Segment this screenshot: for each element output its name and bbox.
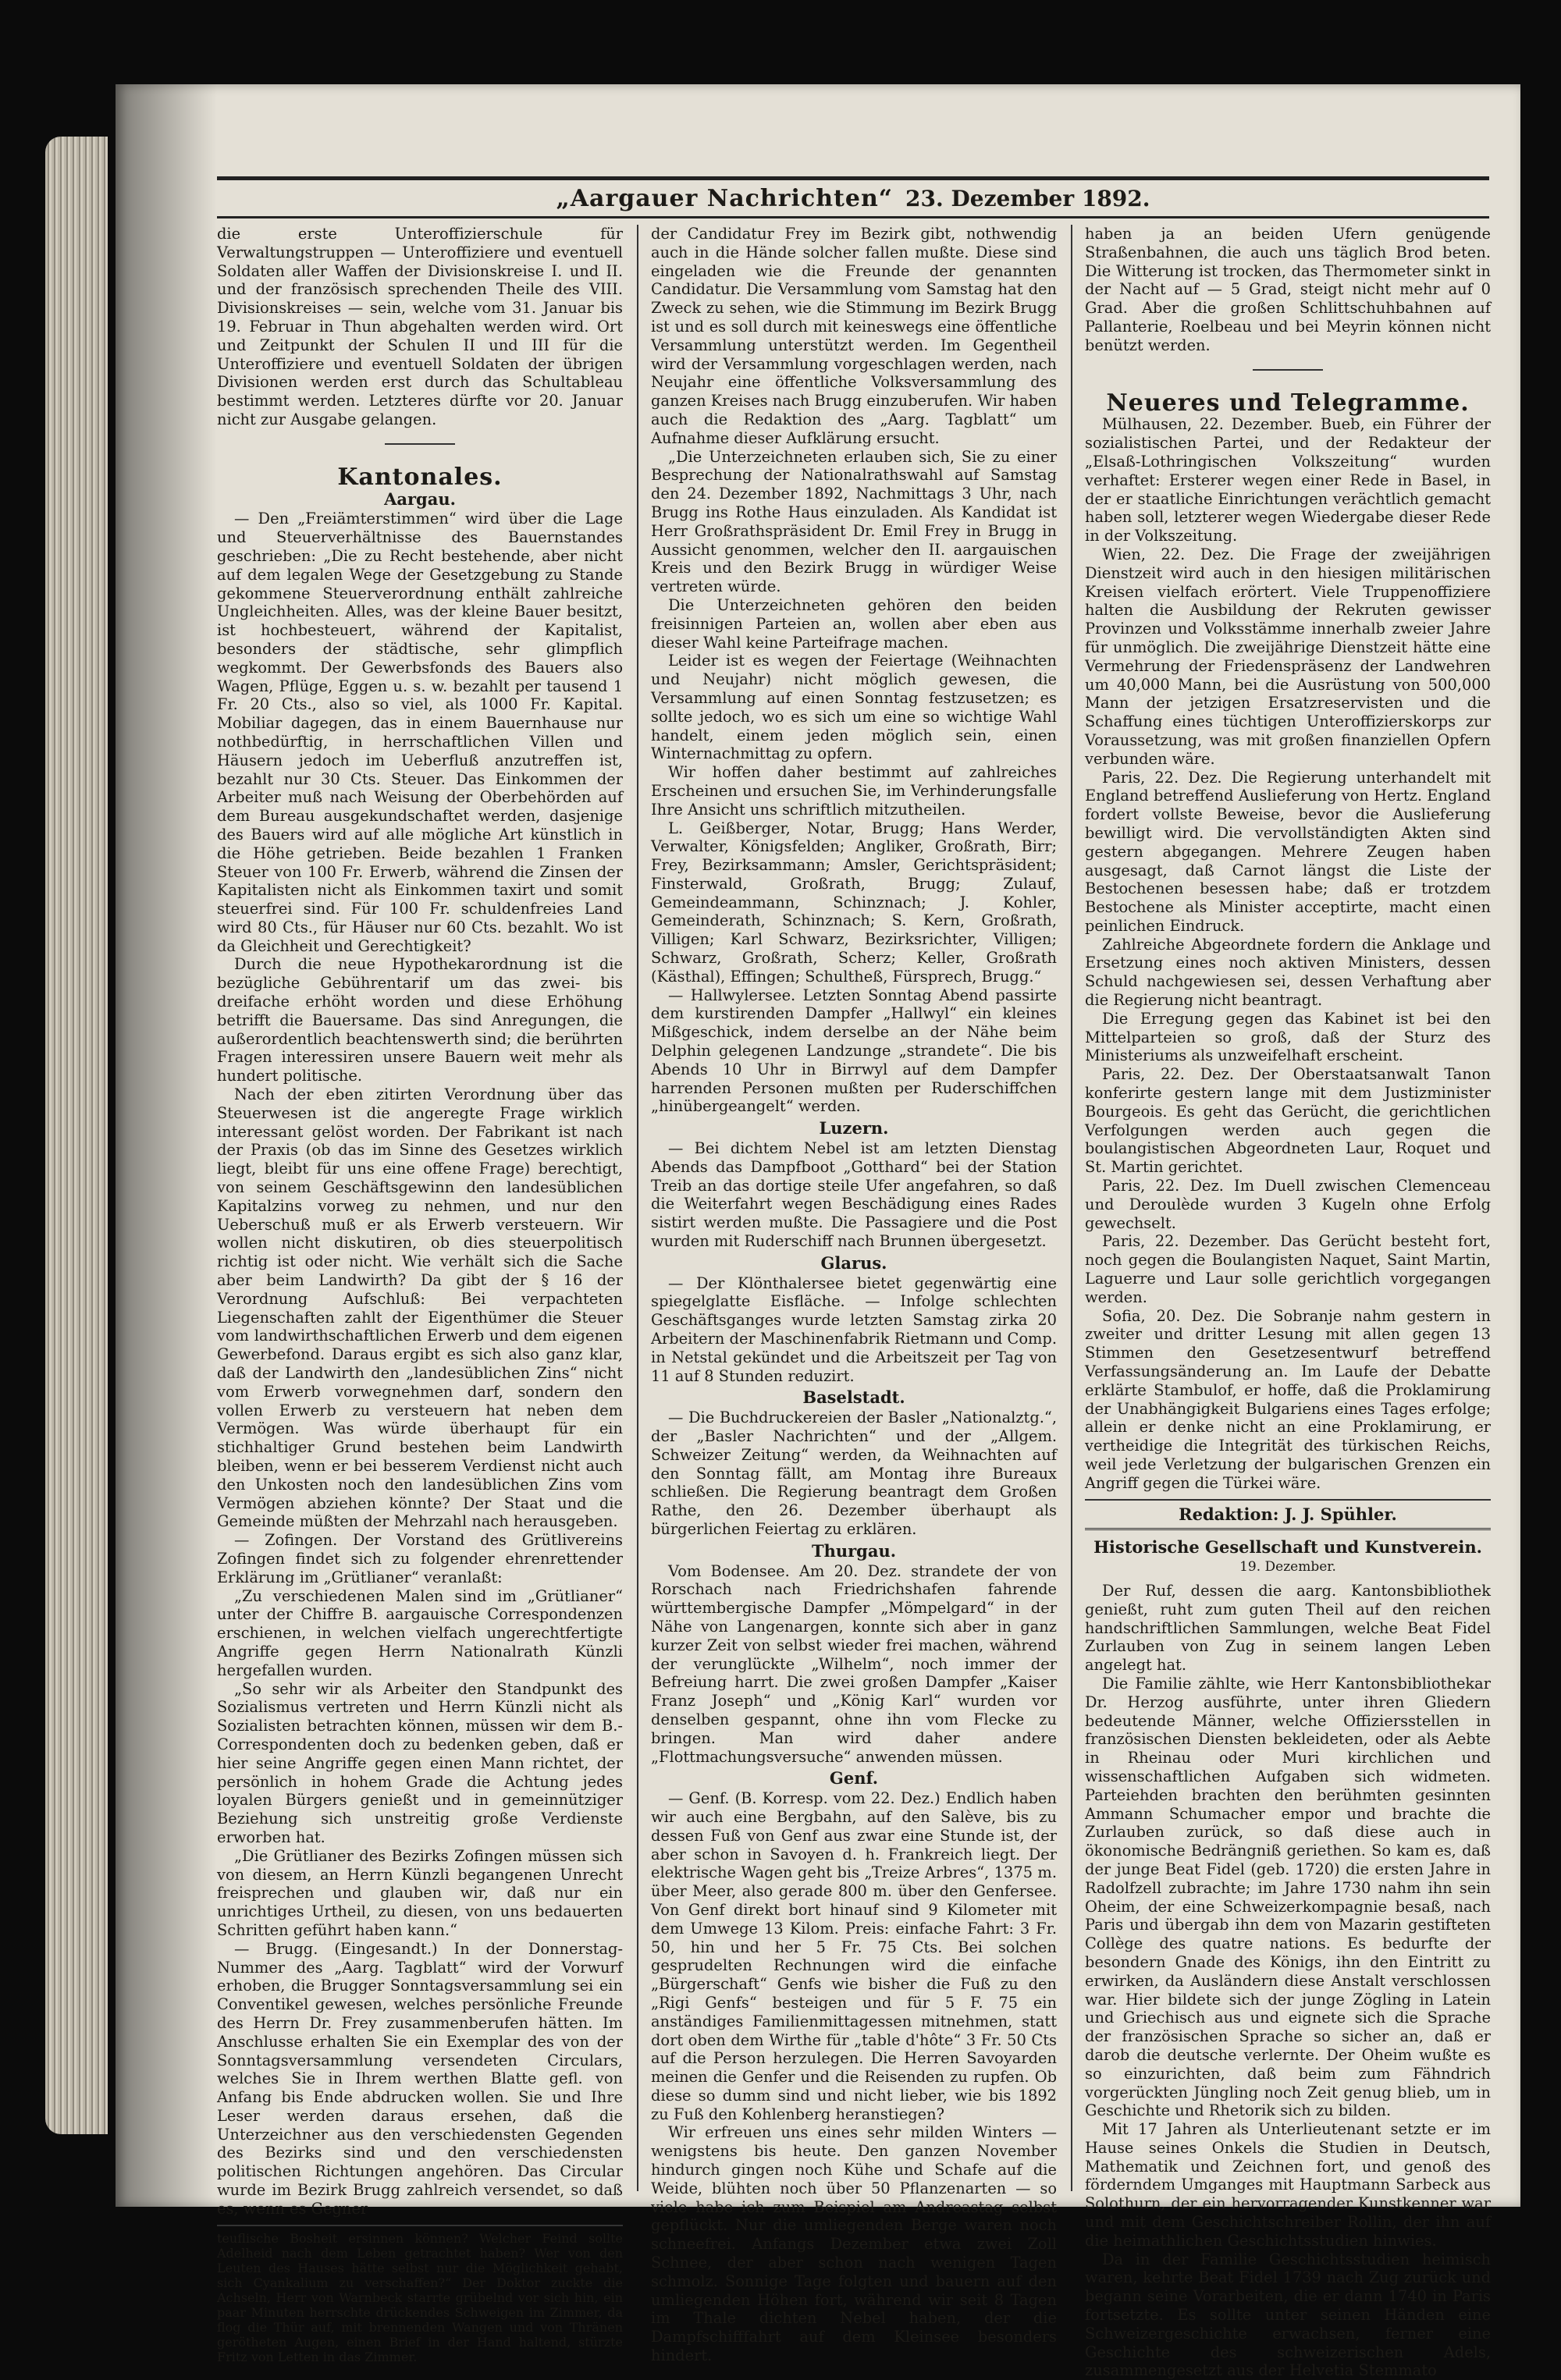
column-1 bbox=[217, 225, 623, 2364]
subheading-luzern: Luzern. bbox=[819, 1118, 889, 1138]
paragraph: — Zofingen. Der Vorstand des Grütlivereins Zofingen findet sich zu folgender ehrenrettender Erklärung im „Grütlianer“ veranlaßt: bbox=[217, 1531, 623, 1586]
paragraph: der Candidatur Frey im Bezirk gibt, nothwendig auch in die Hände solcher fallen mußte. Diese sind eingeladen wie die Freunde der genannten Candidatur. Die Versammlung vom Samstag hat den Zweck zu sehen, wie die Stimmung im Bezirk Brugg ist und es soll durch mit keineswegs eine öffentliche Versammlung unterstützt werden. Im Gegentheil wird der Versammlung vorgeschlagen werden, nach Neujahr eine öffentliche Volksversammlung des ganzen Kreises nach Brugg einzuberufen. Wir haben auch die Redaktion des „Aarg. Tagblatt“ um Aufnahme dieser Aufklärung ersucht. bbox=[651, 225, 1057, 447]
section-heading-kantonales: Kantonales. bbox=[337, 463, 503, 491]
paragraph: Paris, 22. Dez. Im Duell zwischen Clemenceau und Deroulède wurden 3 Kugeln ohne Erfolg gewechselt. bbox=[1085, 1177, 1491, 1232]
divider bbox=[1253, 369, 1323, 371]
paragraph: die erste Unteroffizierschule für Verwaltungstruppen — Unteroffiziere und eventuell Soldaten aller Waffen der Divisionskreise I. und II. und der französisch sprechenden Theile des VIII. Divisionskreises — sein, welche vom 31. Januar bis 19. Februar in Thun abgehalten werden wird. Ort und Zeitpunkt der Schulen II und III für die Unteroffiziere und eventuell Soldaten der übrigen Divisionen werden erst durch das Schultableau bestimmt werden. Letzteres dürfte vor 20. Januar nicht zur Ausgabe gelangen. bbox=[217, 225, 623, 428]
meeting-date: 19. Dezember. bbox=[1239, 1559, 1336, 1575]
columns bbox=[217, 225, 1491, 2380]
paragraph: — Brugg. (Eingesandt.) In der Donnerstag-Nummer des „Aarg. Tagblatt“ wird der Vorwurf erhoben, die Brugger Sonntagsversammlung sei ein Conventikel gewesen, welches persönliche Freunde des Herrn Dr. Frey zusammenberufen hätten. Im Anschlusse erhalten Sie ein Exemplar des von der Sonntagsversammlung versendeten Circulars, welches Sie in Ihrem werthen Blatte gefl. von Anfang bis Ende abdrucken wollen. Sie und Ihre Leser werden daraus ersehen, daß die Unterzeichner aus den verschiedensten Gegenden des Bezirks sind und den verschiedensten politischen Richtungen angehören. Das Circular wurde im Bezirk Brugg zahlreich versendet, so daß es, wenn es Gegner bbox=[217, 1939, 623, 2218]
paragraph: Wir erfreuen uns eines sehr milden Winters — wenigstens bis heute. Den ganzen November hindurch gingen noch Kühe und Schafe auf die Weide, blühten noch über 50 Pflanzenarten — so viele habe ich zum Beispiel am Andreastag selbst gepflückt. Nur die umliegenden Berge waren noch schneefrei. Anfangs Dezember etwa zwei Zoll Schnee, der aber schon nach wenigen Tagen schmolz. Sonnige Tage folgten und bauern auf den umliegenden Höhen fort, während wir seit 8 Tagen im Thale dichten Nebel haben, der die Dampfschifffahrt auf dem Kleinsee besonders hindert. bbox=[651, 2123, 1057, 2365]
subheading-baselstadt: Baselstadt. bbox=[802, 1387, 905, 1408]
newspaper-title: „Aargauer Nachrichten“ bbox=[556, 184, 894, 212]
page-header bbox=[217, 176, 1489, 218]
paragraph: Die Erregung gegen das Kabinet ist bei den Mittelparteien so groß, daß der Sturz des Ministeriums als unzweifelhaft erscheint. bbox=[1085, 1009, 1491, 1065]
paragraph: Die Familie zählte, wie Herr Kantonsbibliothekar Dr. Herzog ausführte, unter ihren Gliedern bedeutende Männer, welche Offiziersstellen in französischen Diensten bekleideten, oder als Aebte in Rheinau oder Muri kirchlichen und wissenschaftlichen Aufgaben sich widmeten. Parteiehden brachten den berühmten gesinnten Ammann Schumacher empor und brachte die Zurlauben zurück, so daß diese auch in ökonomische Bedrängniß geriethen. So kam es, daß der junge Beat Fidel (geb. 1720) die ersten Jahre in Radolfzell zubrachte; im Jahre 1730 nahm ihn sein Oheim, der eine Schweizerkompagnie besaß, nach Paris und übergab ihn dem von Mazarin gestifteten Collège des quatre nations. Es bedurfte der besondern Gnade des Königs, ihn den Eintritt zu erwirken, da Ausländern diese Anstalt verschlossen war. Hier bildete sich der junge Zögling in Latein und Griechisch aus und eignete sich die Sprache der französischen Sprache so sicher an, daß er darob die deutsche verlernte. Der Oheim wußte es so einzurichten, daß beim zum Fähndrich vorgerückten Jüngling noch Zeit genug blieb, um in Geschichte und Rhetorik sich zu bilden. bbox=[1085, 1674, 1491, 2120]
newspaper-page bbox=[116, 84, 1520, 2380]
paragraph: „So sehr wir als Arbeiter den Standpunkt des Sozialismus vertreten und Herrn Künzli nicht als Sozialisten betrachten können, müssen wir dem B.-Correspondenten doch zu bedenken geben, daß er hier seine Angriffe gegen einen Mann richtet, der persönlich in hohem Grade die Achtung jedes loyalen Bürgers genießt und in gemeinnütziger Beziehung sich unstreitig große Verdienste erworben hat. bbox=[217, 1679, 623, 1846]
paragraph: Sofia, 20. Dez. Die Sobranje nahm gestern in zweiter und dritter Lesung mit allen gegen 13 Stimmen den Gesetzesentwurf betreffend Verfassungsänderung an. Im Laufe der Debatte erklärte Stambulof, er hoffe, daß die Proklamirung der Unabhängigkeit Bulgariens eines Tages erfolge; allein er denke nicht an eine Proklamirung, er vertheidige die Integrität des türkischen Reichs, weil jede Verletzung der bulgarischen Grenzen ein Angriff gegen die Türkei wäre. bbox=[1085, 1306, 1491, 1492]
paragraph: — Hallwylersee. Letzten Sonntag Abend passirte dem kurstirenden Dampfer „Hallwyl“ ein kleines Mißgeschick, indem derselbe an der Nähe beim Delphin gelegenen Landzunge „strandete“. Die bis Abends 10 Uhr in Birrwyl auf dem Dampfer harrenden Personen mußten per Ruderschiffchen „hinübergeangelt“ werden. bbox=[651, 986, 1057, 1116]
column-divider bbox=[1071, 225, 1072, 2191]
column-divider bbox=[637, 225, 638, 2191]
paragraph: Der Ruf, dessen die aarg. Kantonsbibliothek genießt, ruht zum guten Theil auf den reichen handschriftlichen Sammlungen, welche Beat Fidel Zurlauben von Zug in seinem langen Leben angelegt hat. bbox=[1085, 1581, 1491, 1675]
paragraph: Da in der Familie Geschichtsstudien heimisch waren, kehrte Beat Fidel 1739 nach Zug zurück und begann seine Vorarbeiten, die er dann 1740 in Paris fortsetzte. Es sollte unter seinen Händen eine Schweizergeschichte erwachsen, ferner eine Geschichte des schweizerischen Adels, zusammengesetzt aus der Helvetia Stemmato bbox=[1085, 2250, 1491, 2380]
paragraph: — Die Buchdruckereien der Basler „Nationalztg.“, der „Basler Nachrichten“ und der „Allgem. Schweizer Zeitung“ werden, da Weihnachten auf den Sonntag fällt, am Montag ihre Bureaux schließen. Die Regierung beantragt dem Großen Rathe, den 26. Dezember überhaupt als bürgerlichen Feiertag zu erklären. bbox=[651, 1408, 1057, 1538]
paragraph: Durch die neue Hypothekarordnung ist die bezügliche Gebührentarif um das zwei- bis dreifache erhöht worden und diese Erhöhung betrifft die Bauersame. Das sind Anregungen, die außerordentlich beachtenswerth sind; die berührten Fragen interessiren unsere Bauern weit mehr als hundert politische. bbox=[217, 955, 623, 1085]
column-2 bbox=[651, 225, 1057, 2365]
paragraph: L. Geißberger, Notar, Brugg; Hans Werder, Verwalter, Königsfelden; Angliker, Großrath, Birr; Frey, Bezirksammann; Amsler, Gerichtspräsident; Finsterwald, Großrath, Brugg; Zulauf, Gemeindeammann, Schinznach; J. Kohler, Gemeinderath, Schinznach; S. Kern, Großrath, Villigen; Karl Schwarz, Bezirksrichter, Villigen; Schwarz, Großrath, Scherz; Keller, Großrath (Kästhal), Effingen; Schultheß, Fürsprech, Brugg.“ bbox=[651, 819, 1057, 986]
paragraph: — Den „Freiämterstimmen“ wird über die Lage und Steuerverhältnisse des Bauernstandes geschrieben: „Die zu Recht bestehende, aber nicht auf dem legalen Wege der Gesetzgebung zu Stande gekommene Steuerverordnung enthält zahlreiche Ungleichheiten. Alles, was der kleine Bauer besitzt, ist hochbesteuert, während der Kapitalist, besonders der städtische, sehr glimpflich wegkommt. Der Gewerbsfonds des Bauers also Wagen, Pflüge, Eggen u. s. w. bezahlt per tausend 1 Fr. 20 Cts., also so viel, als 1000 Fr. Kapital. Mobiliar dagegen, das in einem Bauernhause nur nothbedürftig, in herrschaftlichen Villen und Häusern jedoch im Ueberfluß anzutreffen ist, bezahlt nur 30 Cts. Steuer. Das Einkommen der Arbeiter muß nach Weisung der Oberbehörden auf dem Bureau ausgekundschaftet werden, dasjenige des Bauers wird auf alle mögliche Art künstlich in die Höhe getrieben. Beide bezahlen 1 Franken Steuer von 100 Fr. Erwerb, während die Zinsen der Kapitalisten nicht als Einkommen taxirt und somit steuerfrei sind. Für 100 Fr. schuldenfreies Land wird 80 Cts., für Häuser nur 60 Cts. bezahlt. Wo ist da Gleichheit und Gerechtigkeit? bbox=[217, 510, 623, 955]
paragraph: Leider ist es wegen der Feiertage (Weihnachten und Neujahr) nicht möglich gewesen, die Versammlung auf einen Sonntag festzusetzen; es sollte jedoch, wo es sich um eine so wichtige Wahl handelt, einem jeden möglich sein, einen Winternachmittag zu opfern. bbox=[651, 652, 1057, 763]
column-3 bbox=[1085, 225, 1491, 2380]
paragraph: Vom Bodensee. Am 20. Dez. strandete der von Rorschach nach Friedrichshafen fahrende württembergische Dampfer „Mömpelgard“ in der Nähe von Langenargen, konnte sich aber in ganz kurzer Zeit von selbst wieder frei machen, während der verunglückte „Wilhelm“, noch immer der Befreiung harrt. Die zwei großen Dampfer „Kaiser Franz Joseph“ und „König Karl“ wurden vor denselben gespannt, ohne ihn vom Flecke zu bringen. Man wird daher andere „Flottmachungsversuche“ anwenden müssen. bbox=[651, 1561, 1057, 1766]
paragraph: haben ja an beiden Ufern genügende Straßenbahnen, die auch uns täglich Brod beten. Die Witterung ist trocken, das Thermometer sinkt in der Nacht auf — 5 Grad, steigt nicht mehr auf 0 Grad. Aber die großen Schlittschuhbahnen auf Pallanterie, Roelbeau und bei Meyrin können nicht benützt werden. bbox=[1085, 225, 1491, 354]
editor-signature: Redaktion: J. J. Spühler. bbox=[1085, 1499, 1491, 1531]
paragraph: Die Unterzeichneten gehören den beiden freisinnigen Parteien an, wollen aber eben aus dieser Wahl keine Parteifrage machen. bbox=[651, 595, 1057, 652]
subheading-genf: Genf. bbox=[829, 1768, 879, 1789]
paragraph: „Die Grütlianer des Bezirks Zofingen müssen sich von diesem, an Herrn Künzli begangenen Unrecht freisprechen und glauben wir, daß nur ein unrichtiges Urtheil, zu diesen, von uns bedauerten Schritten geführt haben kann.“ bbox=[217, 1846, 623, 1939]
subheading-glarus: Glarus. bbox=[820, 1252, 887, 1273]
subheading-aargau: Aargau. bbox=[384, 488, 456, 509]
paragraph: — Bei dichtem Nebel ist am letzten Dienstag Abends das Dampfboot „Gotthard“ bei der Station Treib an das dortige steile Ufer angefahren, so daß die Weiterfahrt wegen Beschädigung eines Rades sistirt werden mußte. Die Passagiere und die Post wurden mit Ruderschiff nach Brunnen übergesetzt. bbox=[651, 1139, 1057, 1251]
paragraph: Nach der eben zitirten Verordnung über das Steuerwesen ist die angeregte Frage wirklich interessant gelöst worden. Der Fabrikant ist nach der Praxis (ob das im Sinne des Gesetzes wirklich liegt, bleibt für uns eine offene Frage) berechtigt, von seinem Geschäftsgewinn den landesüblichen Kapitalzins vorweg zu nehmen, und nur den Ueberschuß muß er als Erwerb versteuern. Wir wollen nicht diskutiren, ob dies steuerpolitisch richtig ist oder nicht. Wie verhält sich die Sache aber beim Landwirth? Da gibt der § 16 der Verordnung Aufschluß: Bei verpachteten Liegenschaften zahlt der Eigenthümer die Steuer vom landwirthschaftlichen Erwerb und dem eigenen Gewerbefond. Daraus ergibt es sich also ganz klar, daß der Landwirth den „landesüblichen Zins“ nicht vom Erwerb vorwegnehmen darf, sondern den vollen Erwerb zu versteuern hat neben dem Vermögen. Was würde überhaupt für ein stichhaltiger Grund bestehen beim Landwirth bleiben, wenn er bei besserem Verdienst nicht auch den Unkosten noch den landesüblichen Zins vom Vermögen abziehen könnte? Der Staat und die Gemeinde müßten der Mehrzahl nach herausgeben. bbox=[217, 1085, 623, 1531]
divider bbox=[385, 443, 455, 445]
paragraph: Wir hoffen daher bestimmt auf zahlreiches Erscheinen und ersuchen Sie, im Verhinderungsfalle Ihre Ansicht uns schriftlich mitzutheilen. bbox=[651, 763, 1057, 819]
paragraph: Wien, 22. Dez. Die Frage der zweijährigen Dienstzeit wird auch in den hiesigen militärischen Kreisen vielfach erörtert. Viele Truppenoffiziere halten die Ausbildung der Rekruten gewisser Provinzen und Volksstämme innerhalb zweier Jahre für unmöglich. Die zweijährige Dienstzeit hätte eine Vermehrung der Friedenspräsenz der Landwehren um 40,000 Mann, bei die Ausrüstung von 500,000 Mann der jetzigen Ersatzreservisten und die Schaffung eines tüchtigen Unteroffizierskorps zur Voraussetzung, was mit großen finanziellen Opfern verbunden wäre. bbox=[1085, 545, 1491, 768]
paragraph: Mülhausen, 22. Dezember. Bueb, ein Führer der sozialistischen Partei, und der Redakteur der „Elsaß-Lothringischen Volkszeitung“ wurden verhaftet: Ersterer wegen einer Rede in Basel, in der er staatliche Einrichtungen verächtlich gemacht haben soll, letzterer wegen Wiedergabe dieser Rede in der Volkszeitung. bbox=[1085, 415, 1491, 545]
paragraph: „Zu verschiedenen Malen sind im „Grütlianer“ unter der Chiffre B. aargauische Correspondenzen erschienen, in welchen vielfach ungerechtfertigte Angriffe gegen Herrn Nationalrath Künzli hergefallen wurden. bbox=[217, 1586, 623, 1679]
paragraph: Paris, 22. Dez. Die Regierung unterhandelt mit England betreffend Auslieferung von Hertz. England fordert vollste Beweise, bevor die Auslieferung bewilligt wird. Die vervollständigten Akten sind gestern abgegangen. Mehrere Zeugen haben ausgesagt, daß Carnot längst die Liste der Bestochenen besessen habe; daß er trotzdem Bestochene als Minister acceptirte, macht einen peinlichen Eindruck. bbox=[1085, 768, 1491, 935]
book-edge bbox=[45, 137, 108, 2134]
feuilleton-footnote: teuflische Bosheit ersinnen können? Welcher Feind sollte Adelheid nach dem Leben getrachtet haben? Wer von den Leuten des Hauses hätte selbst nur die Möglichkeit gehabt, sich Cyankalium zu verschaffen?“ Der Doktor zuckte die Achseln, Herr von Warnbeck starrte grübelnd vor sich hin, ein paar Minuten herrschte drückendes Schweigen im Zimmer, da flog die Thür auf, mit brennenden Wangen und von Thränen gerötheten Augen, einen Brief in der Hand haltend, stürzte Fritz von Letten in das Zimmer. bbox=[217, 2225, 623, 2364]
subheading-historische-gesellschaft: Historische Gesellschaft und Kunstverein. bbox=[1093, 1537, 1482, 1558]
paragraph: — Genf. (B. Korresp. vom 22. Dez.) Endlich haben wir auch eine Bergbahn, auf den Salève, bis zu dessen Fuß von Genf aus zwar eine Stunde ist, der aber schon in Savoyen d. h. Frankreich liegt. Der elektrische Wagen geht bis „Treize Arbres“, 1375 m. über Meer, also gerade 800 m. über den Genfersee. Von Genf direkt bort hinauf sind 9 Kilometer mit dem Umwege 13 Kilom. Preis: einfache Fahrt: 3 Fr. 50, hin und her 5 Fr. 75 Cts. Bei solchen gesprudelten Rechnungen wird die einfache „Bürgerschaft“ Genfs wie bisher die Fuß zu den „Rigi Genfs“ besteigen und für 5 F. 75 ein anständiges Familienmittagessen mitnehmen, statt dort oben dem Wirthe für „table d'hôte“ 3 Fr. 50 Cts auf die Person herzulegen. Die Herren Savoyarden meinen die Genfer und die Reisenden zu rupfen. Ob diese so dumm sind und nicht lieber, wie bis 1892 zu Fuß den Kohlenberg heranstiegen? bbox=[651, 1789, 1057, 2123]
paragraph: Zahlreiche Abgeordnete fordern die Anklage und Ersetzung eines noch aktiven Ministers, dessen Schuld nachgewiesen sei, dessen Verhaftung aber die Regierung nicht beantragt. bbox=[1085, 935, 1491, 1010]
issue-date: 23. Dezember 1892. bbox=[905, 185, 1150, 211]
section-heading-telegramme: Neueres und Telegramme. bbox=[1106, 389, 1470, 417]
paragraph: Paris, 22. Dez. Der Oberstaatsanwalt Tanon konferirte gestern lange mit dem Justizminister Bourgeois. Es geht das Gerücht, die gerichtlichen Verfolgungen werden auch gegen die boulangistischen Abgeordneten Laur, Roquet und St. Martin gerichtet. bbox=[1085, 1065, 1491, 1177]
paragraph: „Die Unterzeichneten erlauben sich, Sie zu einer Besprechung der Nationalrathswahl auf Samstag den 24. Dezember 1892, Nachmittags 3 Uhr, nach Brugg ins Rothe Haus einzuladen. Als Kandidat ist Herr Großrathspräsident Dr. Emil Frey in Brugg in Aussicht genommen, welcher den II. aargauischen Kreis und den Bezirk Brugg in würdiger Weise vertreten würde. bbox=[651, 447, 1057, 596]
spine-shadow bbox=[116, 84, 217, 2207]
subheading-thurgau: Thurgau. bbox=[811, 1540, 897, 1561]
paragraph: Mit 17 Jahren als Unterlieutenant setzte er im Hause seines Onkels die Studien in Deutsch, Mathematik und Zeichnen fort, und genoß des förderndem Umganges mit Hauptmann Sarbeck aus Solothurn, der ein hervorragender Kunstkenner war und mit dem Geschichtschreiber Rollin, der ihn auf die heimathlichen Geschichtsstudien hinwies. bbox=[1085, 2120, 1491, 2250]
paragraph: — Der Klönthalersee bietet gegenwärtig eine spiegelglatte Eisfläche. — Infolge schlechten Geschäftsganges wurde letzten Samstag zirka 20 Arbeitern der Maschinenfabrik Rietmann und Comp. in Netstal gekündet und die Arbeitszeit per Tag von 11 auf 8 Stunden reduzirt. bbox=[651, 1273, 1057, 1385]
paragraph: Paris, 22. Dezember. Das Gerücht besteht fort, noch gegen die Boulangisten Naquet, Saint Martin, Laguerre und Laur solle gerichtlich vorgegangen werden. bbox=[1085, 1232, 1491, 1306]
